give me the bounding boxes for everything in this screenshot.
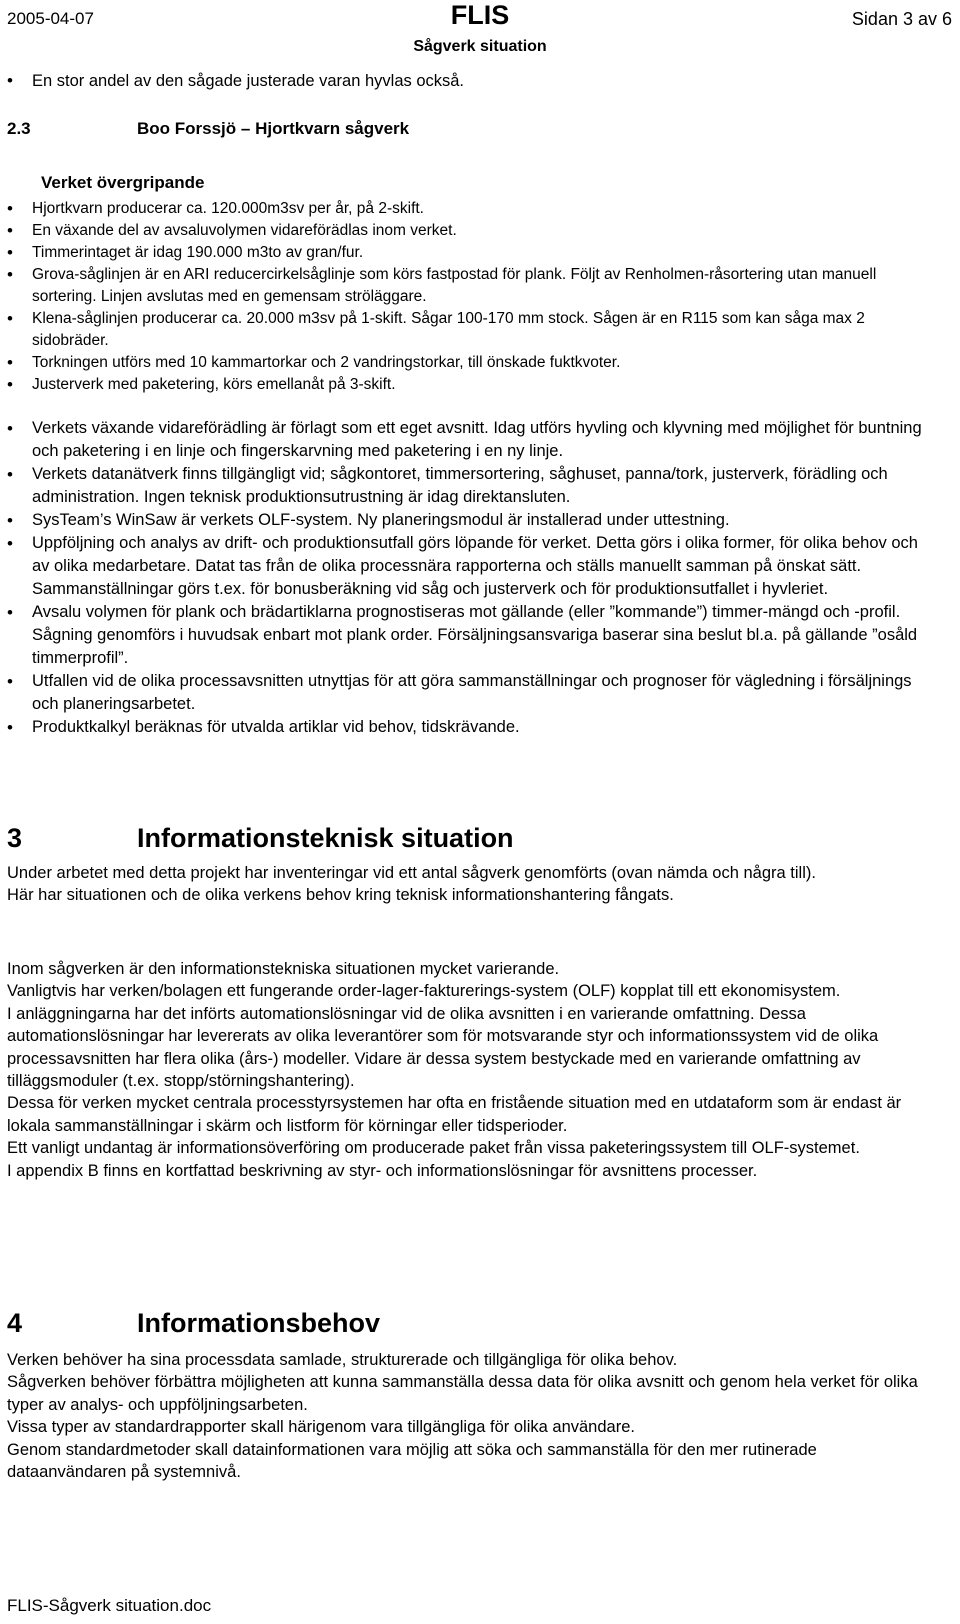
header-subtitle: Sågverk situation [413,38,547,55]
list-item: • Torkningen utförs med 10 kammartorkar och 2 vandringstorkar, till önskade fuktkvoter. [0,352,925,374]
list-item: • Verkets växande vidareförädling är förlagt som ett eget avsnitt. Idag utförs hyvling och klyvning med möjlighet för buntning och paketering i en linje och fingerskarvning med paketering i en ny linje. [0,417,925,463]
list-item: • Timmerintaget är idag 190.000 m3to av gran/fur. [0,242,925,264]
section-4-heading [7,1308,380,1339]
bullet-list-a [0,198,925,396]
list-item: • En stor andel av den sågade justerade varan hyvlas också. [0,70,925,92]
header-title: FLIS [450,0,510,30]
list-item: • En växande del av avsaluvolymen vidareförädlas inom verket. [0,220,925,242]
list-item: • Uppföljning och analys av drift- och produktionsutfall görs löpande för verket. Detta görs i olika former, för olika behov och av olika medarbetare. Datat tas från de olika processnära rapporterna och ställs manuellt samman på önskat sätt. Sammanställningar görs t.ex. för bonusberäkning vid såg och justerverk och för produktionsutfallet i hyvleriet. [0,532,925,601]
section-2-3-heading [7,119,409,139]
header-date: 2005-04-07 [7,9,94,28]
section-number: 4 [7,1308,23,1338]
list-item: • Produktkalkyl beräknas för utvalda artiklar vid behov, tidskrävande. [0,716,925,739]
section-title: Boo Forssjö – Hjortkvarn sågverk [137,119,410,138]
section-3-body: Inom sågverken är den informationstekniska situationen mycket varierande. Vanligtvis har verken/bolagen ett fungerande order-lager-fakturerings-system (OLF) kopplat till ett ekonomisystem. I anläggningarna har det införts automationslösningar vid de olika avsnitten i en varierande omfattning. Dessa automationslösningar har levererats av olika leverantörer som för motsvarande styr och informationssystem vid de olika processavsnitten har flera olika (års-) modeller. Vidare är dessa system bestyckade med en varierande omfattning av tilläggsmoduler (t.ex. stopp/störningshantering). Dessa för verken mycket centrala processtyrsystemen har ofta en fristående situation med en utdataform som är endast är lokala sammanställningar i skärm och listform för körningar eller tidsperioder. Ett vanligt undantag är informationsöverföring om producerade paket från vissa paketeringssystem till OLF-systemet. I appendix B finns en kortfattad beskrivning av styr- och informationslösningar för avsnittens processer. [7,960,902,1180]
footer-filename: FLIS-Sågverk situation.doc [7,1596,212,1615]
bullet-list-b [0,417,925,739]
list-item: • Avsalu volymen för plank och brädartiklarna prognostiseras mot gällande (eller ”kommande”) timmer-mängd och -profil. Sågning genomförs i huvudsak enbart mot plank order. Försäljningsansvariga baserar sina beslut bl.a. på gällande ”osåld timmerprofil”. [0,601,925,670]
list-item: • Utfallen vid de olika processavsnitten utnyttjas för att göra sammanställningar och prognoser för vägledning i försäljnings och planeringsarbetet. [0,670,925,716]
list-item: • Verkets datanätverk finns tillgängligt vid; sågkontoret, timmersortering, såghuset, panna/tork, justerverk, förädling och administration. Ingen teknisk produktionsutrustning är idag direktansluten. [0,463,925,509]
list-item: • Justerverk med paketering, körs emellanåt på 3-skift. [0,374,925,396]
section-number: 3 [7,823,23,853]
section-subheading: Verket övergripande [41,173,205,192]
list-item: • Grova-såglinjen är en ARI reducercirkelsåglinje som körs fastpostad för plank. Följt av Renholmen-råsortering utan manuell sortering. Linjen avslutas med en gemensam ströläggare. [0,264,925,308]
list-item: • SysTeam’s WinSaw är verkets OLF-system. Ny planeringsmodul är installerad under uttestning. [0,509,925,532]
section-3-heading [7,823,514,854]
list-item: • Hjortkvarn producerar ca. 120.000m3sv per år, på 2-skift. [0,198,925,220]
list-item: • Klena-såglinjen producerar ca. 20.000 m3sv på 1-skift. Sågar 100-170 mm stock. Sågen är en R115 som kan såga max 2 sidobräder. [0,308,925,352]
section-4-body: Verken behöver ha sina processdata samlade, strukturerade och tillgängliga för olika behov. Sågverken behöver förbättra möjligheten att kunna sammanställa dessa data för olika avsnitt och genom hela verket för olika typer av analys- och uppföljningsarbeten. Vissa typer av standardrapporter skall härigenom vara tillgängliga för olika användare. Genom standardmetoder skall datainformationen vara möjlig att söka och sammanställa för den mer rutinerade dataanvändaren på systemnivå. [7,1351,918,1482]
section-title: Informationsbehov [137,1308,381,1338]
top-bullet-list [0,70,925,92]
section-title: Informationsteknisk situation [137,823,514,853]
section-3-intro: Under arbetet med detta projekt har inventeringar vid ett antal sågverk genomförts (ovan nämda och några till). Här har situationen och de olika verkens behov kring teknisk informationshantering fångats. [7,864,816,905]
section-number: 2.3 [7,119,31,138]
header-page-number: Sidan 3 av 6 [851,9,952,29]
